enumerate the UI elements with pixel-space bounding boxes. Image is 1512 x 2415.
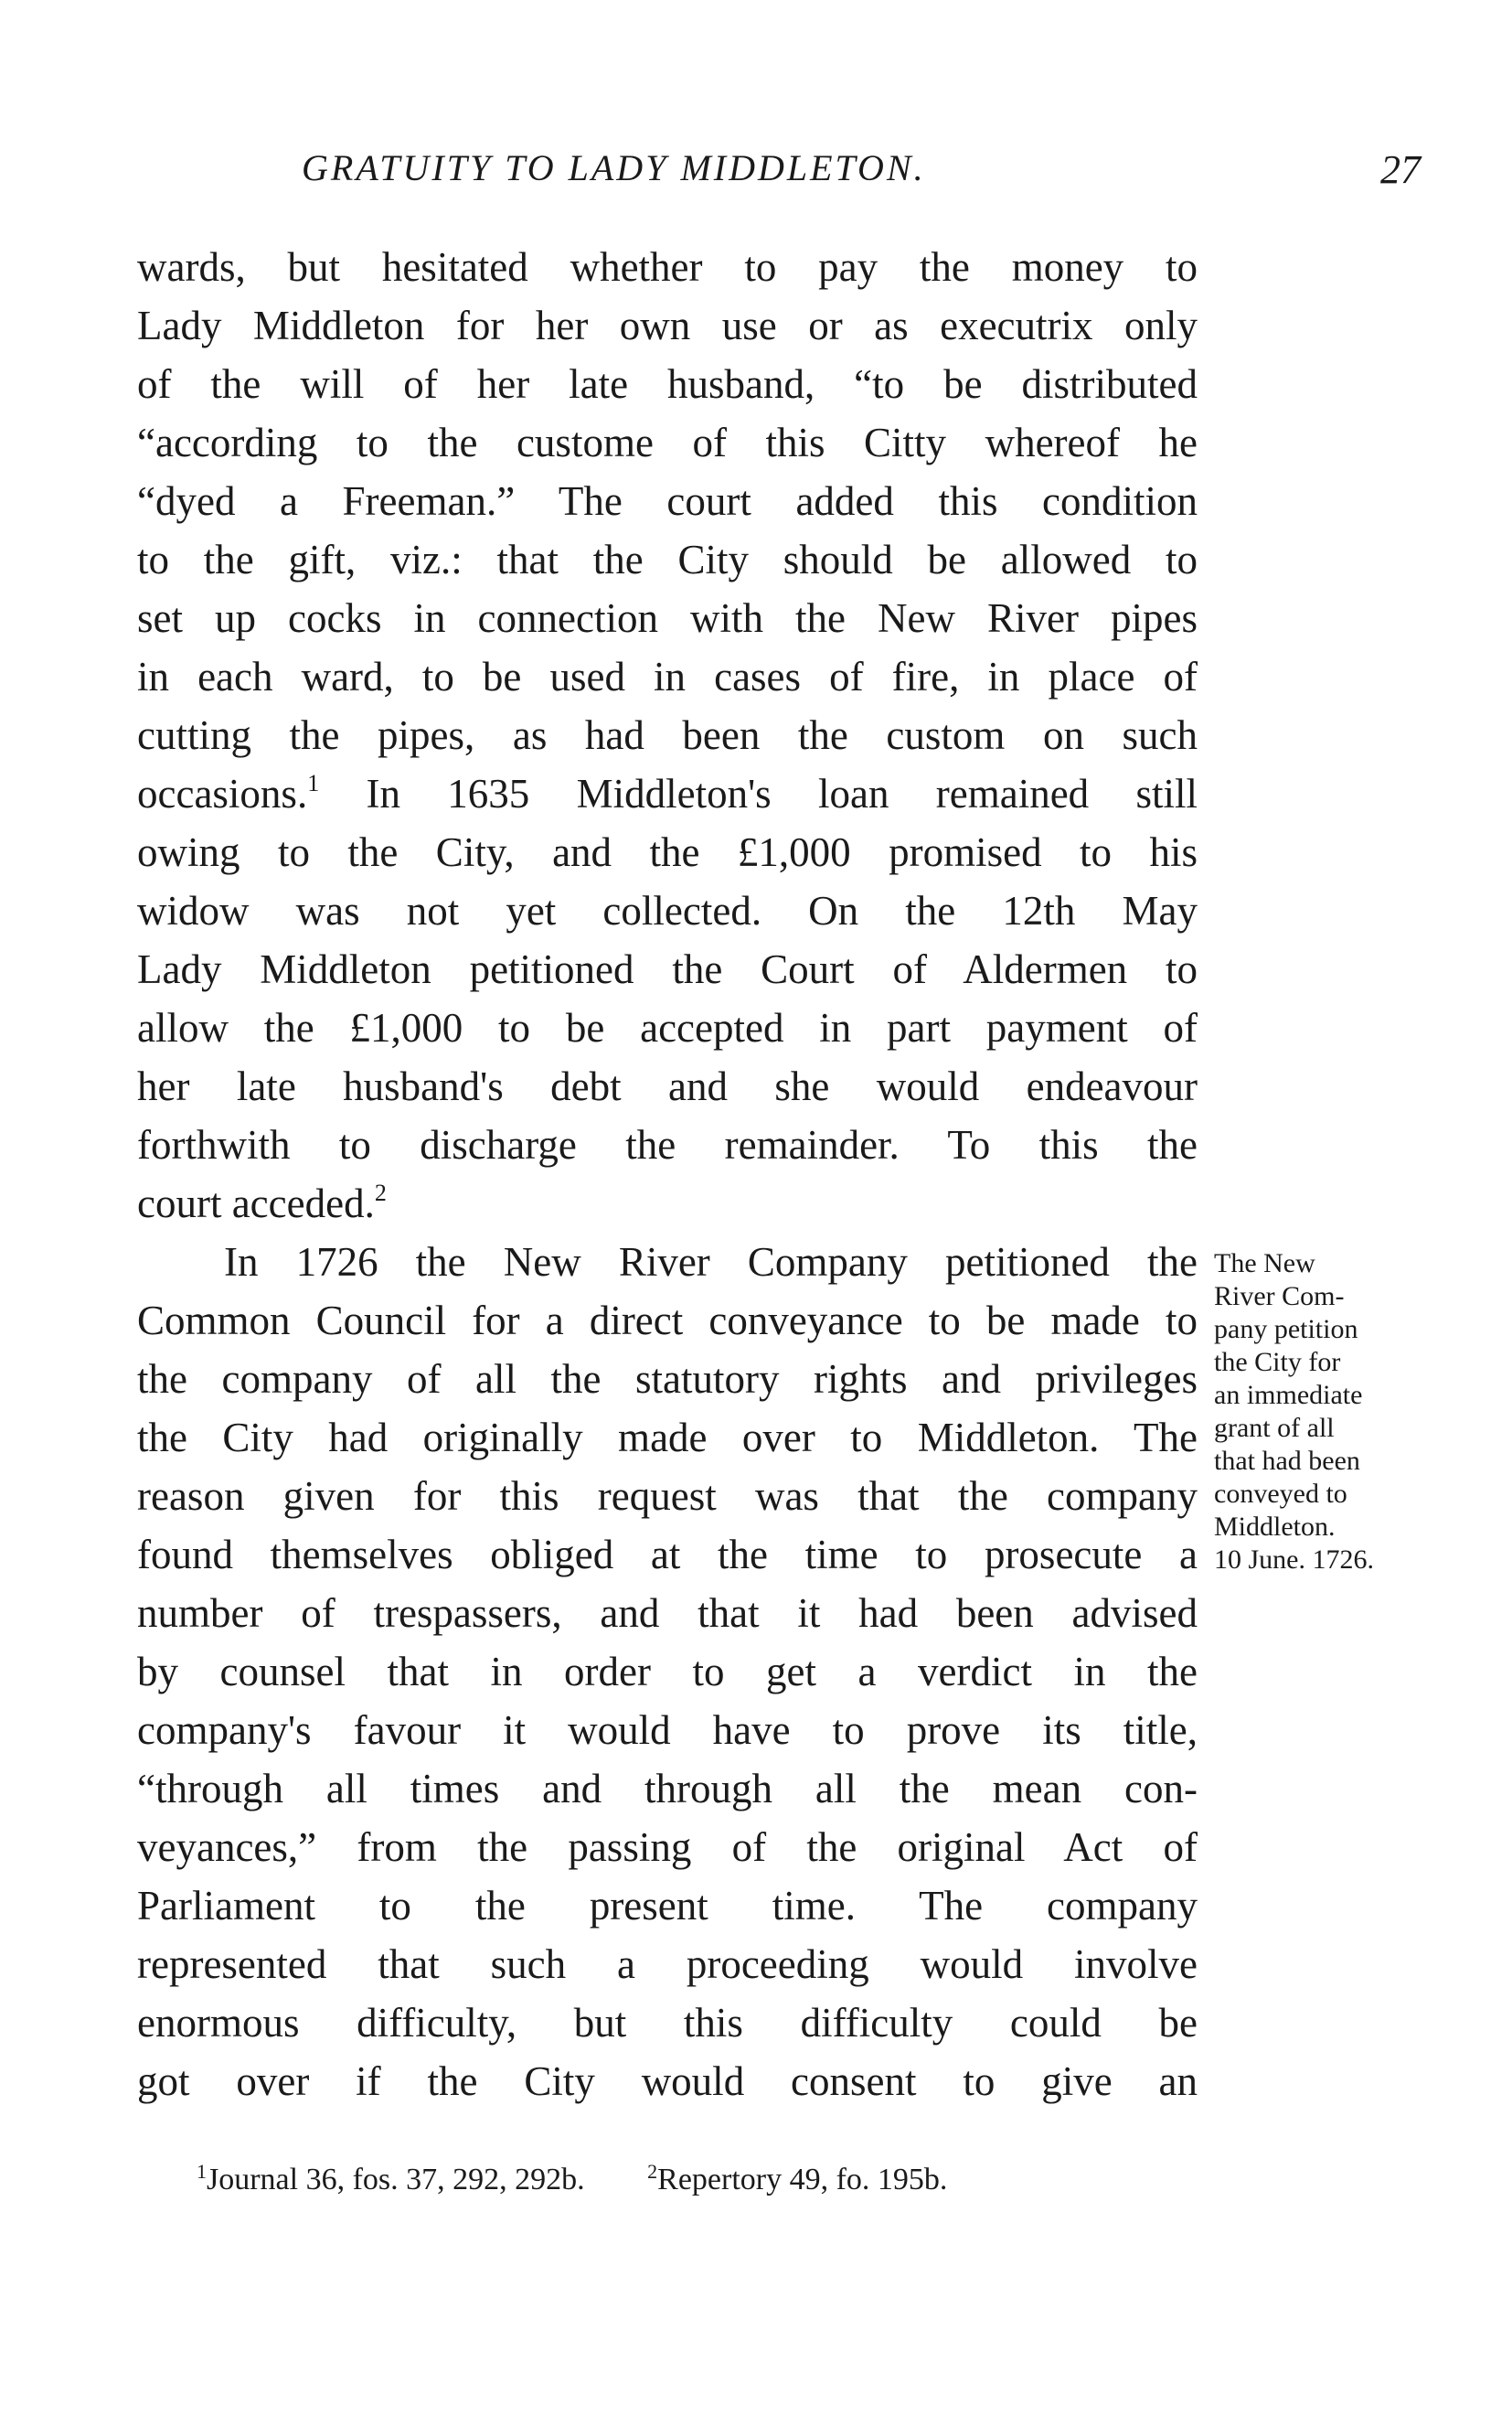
footnote-2-text: Repertory 49, fo. 195b. [657,2163,948,2196]
text-line: her late husband's debt and she would endeavour [137,1063,1198,1109]
running-title: GRATUITY TO LADY MIDDLETON. [302,147,926,188]
margin-note-line: grant of all [1214,1413,1335,1443]
text-line: wards, but hesitated whether to pay the money to [137,244,1198,290]
text-line: found themselves obliged at the time to prosecute a [137,1532,1198,1577]
text-line: Lady Middleton petitioned the Court of Aldermen to [137,946,1198,992]
paragraph-1 [137,238,1198,1233]
text-line: represented that such a proceeding would involve [137,1941,1198,1987]
margin-note-line: pany petition [1214,1314,1358,1344]
text-line: in each ward, to be used in cases of fire, in place of [137,654,1198,700]
text-fragment: court acceded. [137,1181,375,1226]
margin-note-line: 10 June. 1726. [1214,1544,1374,1575]
text-line: Common Council for a direct conveyance to be made to [137,1298,1198,1343]
text-line: to the gift, viz.: that the City should be allowed to [137,537,1198,582]
footnote-2 [647,2160,948,2197]
text-line: cutting the pipes, as had been the custom on such [137,712,1198,758]
text-line: In 1726 the New River Company petitioned the [224,1239,1198,1285]
text-line: by counsel that in order to get a verdict in the [137,1649,1198,1694]
footnote-1 [197,2160,585,2197]
text-line: forthwith to discharge the remainder. To this the [137,1122,1198,1168]
text-line: the City had originally made over to Middleton. The [137,1415,1198,1460]
margin-note-line: conveyed to [1214,1479,1347,1509]
footnote-marker-1: 1 [307,770,320,796]
footnote-marker-2: 2 [374,1180,387,1206]
text-line: allow the £1,000 to be accepted in part payment of [137,1005,1198,1051]
text-line: number of trespassers, and that it had been advised [137,1590,1198,1636]
margin-note-line: the City for [1214,1347,1341,1377]
text-line: Lady Middleton for her own use or as executrix only [137,303,1198,348]
text-line: “according to the custome of this Citty whereof he [137,420,1198,465]
text-line: set up cocks in connection with the New River pipes [137,595,1198,641]
text-line: widow was not yet collected. On the 12th May [137,888,1198,934]
text-line: Parliament to the present time. The company [137,1883,1198,1929]
text-line: veyances,” from the passing of the original Act of [137,1824,1198,1870]
text-line: owing to the City, and the £1,000 promised to his [137,829,1198,875]
footnote-1-marker: 1 [197,2160,207,2183]
footnote-2-marker: 2 [647,2160,658,2183]
paragraph-2 [137,1233,1198,2110]
text-line: got over if the City would consent to give an [137,2058,1198,2104]
page-number: 27 [1380,147,1421,192]
margin-note-line: that had been [1214,1446,1360,1476]
text-line: the company of all the statutory rights and privileges [137,1356,1198,1402]
text-line-with-footnote [137,1174,1198,1233]
footnote-1-text: Journal 36, fos. 37, 292, 292b. [207,2163,585,2196]
margin-note-line: The New [1214,1248,1315,1278]
margin-note [1214,1247,1452,1576]
margin-note-line: Middleton. [1214,1512,1336,1542]
text-line: of the will of her late husband, “to be distributed [137,361,1198,407]
text-line: reason given for this request was that the company [137,1473,1198,1519]
text-line-with-footnote [137,764,1198,823]
footnotes [197,2160,1202,2197]
text-line: enormous difficulty, but this difficulty could be [137,2000,1198,2046]
text-line: “dyed a Freeman.” The court added this condition [137,478,1198,524]
text-fragment: In 1635 Middleton's loan remained still [366,771,1198,817]
text-line: “through all times and through all the mean con- [137,1766,1198,1811]
text-line: company's favour it would have to prove its title, [137,1707,1198,1753]
margin-note-line: an immediate [1214,1380,1363,1410]
text-fragment: occasions. [137,771,308,817]
margin-note-line: River Com- [1214,1281,1345,1311]
